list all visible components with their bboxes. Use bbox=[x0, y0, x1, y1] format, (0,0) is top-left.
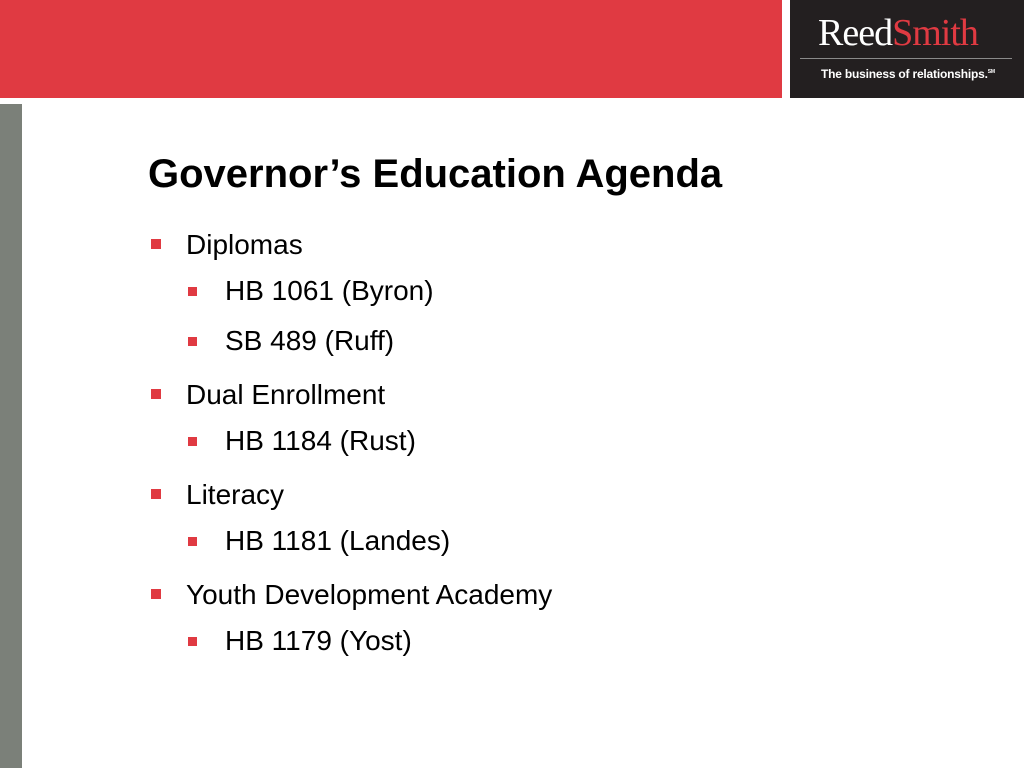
sub-item bbox=[186, 266, 988, 316]
reed-smith-logo bbox=[790, 0, 1024, 98]
header-gap bbox=[782, 0, 790, 98]
agenda-list bbox=[148, 224, 988, 674]
logo-tagline bbox=[821, 67, 995, 81]
sub-item bbox=[186, 616, 988, 666]
list-item-diplomas bbox=[148, 224, 988, 366]
sub-item-label: HB 1184 (Rust) bbox=[225, 425, 416, 456]
square-bullet-icon bbox=[188, 337, 197, 346]
list-item-label: Dual Enrollment bbox=[186, 379, 386, 410]
sub-item-label: SB 489 (Ruff) bbox=[225, 325, 395, 356]
sub-item-label: HB 1061 (Byron) bbox=[225, 275, 434, 306]
logo-smith: Smith bbox=[892, 12, 978, 54]
sub-list bbox=[186, 516, 988, 566]
logo-reed: Reed bbox=[818, 12, 893, 54]
logo-tagline-text: The business of relationships. bbox=[821, 67, 988, 81]
square-bullet-icon bbox=[188, 637, 197, 646]
sub-item-label: HB 1181 (Landes) bbox=[225, 525, 451, 556]
list-item-label: Youth Development Academy bbox=[186, 579, 553, 610]
logo-wordmark bbox=[818, 13, 978, 53]
sub-item bbox=[186, 416, 988, 466]
square-bullet-icon bbox=[188, 437, 197, 446]
square-bullet-icon bbox=[151, 239, 161, 249]
service-mark: SM bbox=[987, 69, 995, 75]
sub-item bbox=[186, 316, 988, 366]
sub-list bbox=[186, 416, 988, 466]
list-item-dual-enrollment bbox=[148, 374, 988, 466]
list-item-literacy bbox=[148, 474, 988, 566]
square-bullet-icon bbox=[151, 489, 161, 499]
sub-item-label: HB 1179 (Yost) bbox=[225, 625, 412, 656]
header-red-band bbox=[0, 0, 782, 98]
square-bullet-icon bbox=[188, 287, 197, 296]
square-bullet-icon bbox=[188, 537, 197, 546]
slide-title: Governor’s Education Agenda bbox=[148, 152, 723, 196]
square-bullet-icon bbox=[151, 589, 161, 599]
list-item-youth-development-academy bbox=[148, 574, 988, 666]
sub-list bbox=[186, 266, 988, 366]
sub-list bbox=[186, 616, 988, 666]
sub-item bbox=[186, 516, 988, 566]
list-item-label: Literacy bbox=[186, 479, 285, 510]
logo-divider bbox=[800, 58, 1012, 59]
list-item-label: Diplomas bbox=[186, 229, 303, 260]
square-bullet-icon bbox=[151, 389, 161, 399]
left-side-bar bbox=[0, 104, 22, 768]
